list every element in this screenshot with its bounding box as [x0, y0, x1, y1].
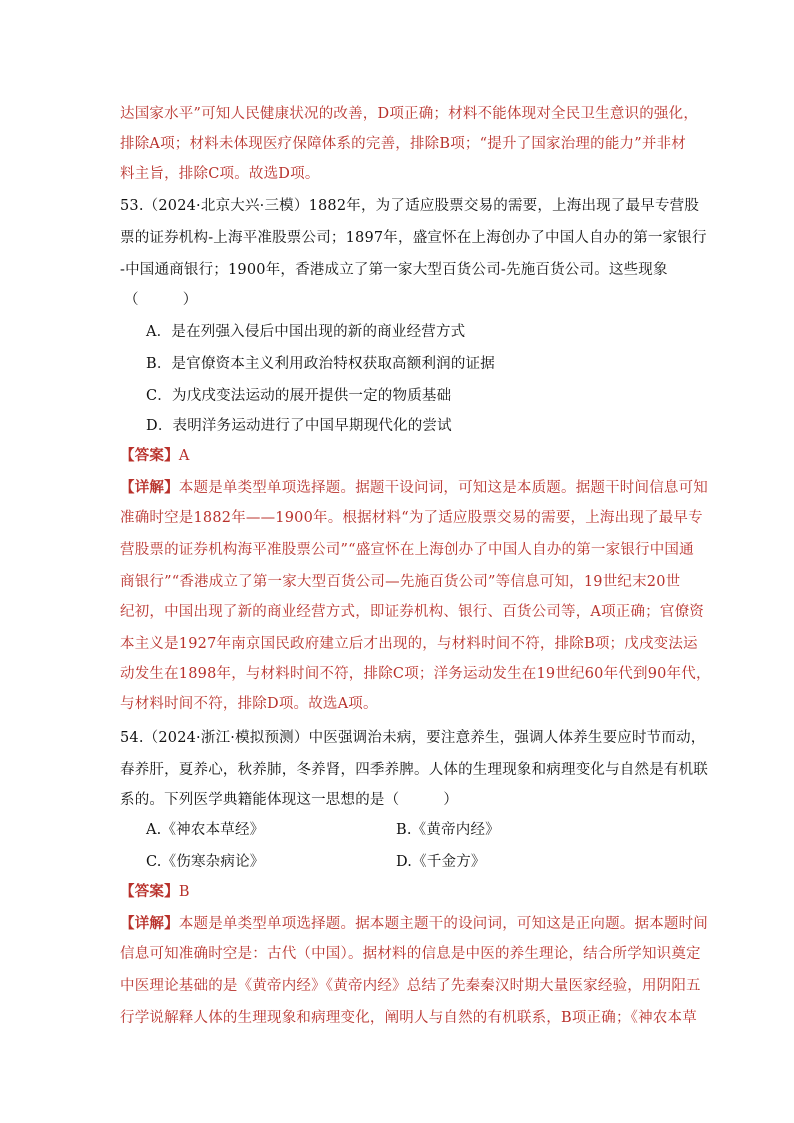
q54-option-a: A.《神农本草经》 — [146, 822, 265, 838]
q52-line3-text: 料主旨，排除C项。故选D项。 — [120, 166, 320, 182]
q54-option-d: D.《千金方》 — [396, 854, 486, 870]
q53-detail-line-8 — [120, 694, 378, 714]
q53-detail-quote-4: 商银行”“香港成立了第一家大型百货公司—先施百货公司” — [120, 574, 496, 590]
q54-stem-line-2: 春养肝，夏养心，秋养肺，冬养肾，四季养脾。人体的生理现象和病理变化与自然是有机联 — [120, 762, 708, 778]
q53-detail-line-1 — [120, 478, 708, 498]
q53-detail-text-4: 等信息可知，19世纪末20世 — [495, 574, 681, 590]
q53-stem-line-3: -中国通商银行；1900年，香港成立了第一家大型百货公司-先施百货公司。这些现象 — [120, 262, 668, 278]
q54-detail-line-4 — [120, 1008, 697, 1028]
q53-stem-line-2: 票的证券机构-上海平准股票公司；1897年，盛宣怀在上海创办了中国人自办的第一家银行 — [120, 230, 707, 246]
q53-option-c: C．为戊戌变法运动的展开提供一定的物质基础 — [146, 388, 452, 404]
q54-detail-tag: 【详解】 — [120, 915, 179, 932]
q53-option-d: D．表明洋务运动进行了中国早期现代化的尝试 — [146, 418, 452, 434]
q53-answer — [120, 446, 189, 466]
q54-option-c: C.《伤寒杂病论》 — [146, 854, 265, 870]
q54-detail-text-1: 本题是单类型单项选择题。据本题主题干的设问词，可知这是正向题。据本题时间 — [178, 916, 709, 932]
q53-stem-line-1: 53.（2024·北京大兴·三模）1882年，为了适应股票交易的需要，上海出现了最早专营股 — [120, 198, 700, 214]
q53-detail-text-8: 与材料时间不符，排除D项。故选A项。 — [120, 696, 378, 712]
q52-explanation-line-2 — [120, 134, 686, 154]
q53-detail-quote-2: “为了适应股票交易的需要，上海出现了最早专 — [401, 510, 703, 526]
q54-stem-line-3: 系的。下列医学典籍能体现这一思想的是（ ） — [120, 792, 459, 808]
q52-explanation-line-3 — [120, 164, 320, 184]
q54-detail-text-2: 信息可知准确时空是：古代（中国）。据材料的信息是中医的养生理论，结合所学知识奠定 — [120, 946, 701, 962]
q54-detail-text-3: 中医理论基础的是《黄帝内经》《黄帝内经》总结了先秦秦汉时期大量医家经验，用阴阳五 — [120, 978, 701, 994]
q52-line2-quote: “提升了国家治理的能力”并非材 — [479, 136, 686, 152]
q53-detail-line-6 — [120, 634, 698, 654]
q52-line1-text: 达国家水平”可知人民健康状况的改善，D项正确；材料不能体现对全民卫生意识的强化， — [120, 106, 699, 122]
q54-stem-line-1: 54.（2024·浙江·模拟预测）中医强调治未病，要注意养生，强调人体养生要应时节而动， — [120, 730, 706, 746]
q53-answer-value: A — [178, 448, 190, 464]
q54-detail-line-2 — [120, 944, 701, 964]
q53-detail-quote-3: 营股票的证券机构海平准股票公司”“盛宣怀在上海创办了中国人自办的第一家银行中国通 — [120, 542, 694, 558]
q53-detail-line-3 — [120, 540, 694, 560]
q54-answer — [120, 882, 190, 902]
q54-answer-value: B — [178, 884, 190, 900]
q53-detail-line-7 — [120, 664, 711, 684]
q53-detail-line-5 — [120, 602, 704, 622]
q54-answer-tag: 【答案】 — [120, 883, 179, 900]
q53-detail-tag: 【详解】 — [120, 479, 179, 496]
q53-detail-text-6: 本主义是1927年南京国民政府建立后才出现的，与材料时间不符，排除B项；戊戌变法运 — [120, 636, 698, 652]
q54-detail-line-1 — [120, 914, 708, 934]
q52-explanation-line-1 — [120, 104, 698, 124]
q54-detail-text-4: 行学说解释人体的生理现象和病理变化，阐明人与自然的有机联系，B项正确；《神农本草 — [120, 1010, 697, 1026]
q53-detail-text-1: 本题是单类型单项选择题。据题干设问词，可知这是本质题。据题干时间信息可知 — [178, 480, 709, 496]
q54-detail-line-3 — [120, 976, 701, 996]
q53-detail-text-7: 动发生在1898年，与材料时间不符，排除C项；洋务运动发生在19世纪60年代到90年代， — [120, 666, 711, 682]
q53-stem-blank: （ ） — [124, 292, 198, 308]
q54-option-b: B.《黄帝内经》 — [396, 822, 500, 838]
q53-detail-line-2 — [120, 508, 703, 528]
q53-answer-tag: 【答案】 — [120, 447, 179, 464]
q53-option-a: A．是在列强入侵后中国出现的新的商业经营方式 — [146, 324, 466, 340]
q53-detail-text-2: 准确时空是1882年——1900年。根据材料 — [120, 510, 402, 526]
q53-detail-line-4 — [120, 572, 680, 592]
q52-line2-text: 排除A项；材料未体现医疗保障体系的完善，排除B项； — [120, 136, 480, 152]
q53-option-b: B．是官僚资本主义利用政治特权获取高额利润的证据 — [146, 356, 495, 372]
q53-detail-text-5: 纪初，中国出现了新的商业经营方式，即证券机构、银行、百货公司等，A项正确；官僚资 — [120, 604, 704, 620]
